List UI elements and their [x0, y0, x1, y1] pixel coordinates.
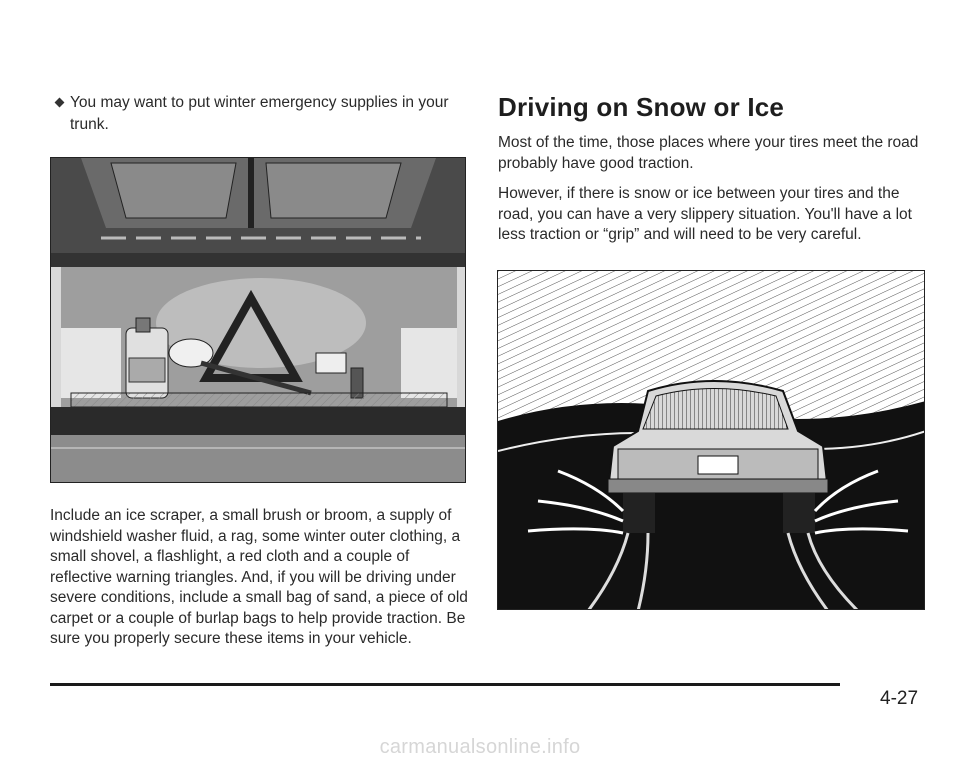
slippery-paragraph: However, if there is snow or ice between your tires and the road, you can have a very slippery situation. You'll have a lot less traction or “grip” and will need to be very careful. [498, 185, 912, 243]
site-watermark: carmanualsonline.info [379, 736, 581, 758]
section-heading: Driving on Snow or Ice [498, 92, 785, 122]
bullet-text: You may want to put winter emergency supplies in your trunk. [70, 94, 449, 133]
page-number: 4-27 [880, 688, 919, 709]
car-on-snow-illustration [497, 270, 925, 610]
car-drawing [498, 271, 925, 610]
trunk-supplies-illustration [50, 157, 466, 483]
bullet-diamond-icon [50, 92, 70, 106]
bullet-item [50, 92, 470, 136]
trunk-drawing [51, 158, 466, 483]
right-column [498, 92, 928, 256]
left-column [50, 92, 470, 136]
traction-paragraph: Most of the time, those places where your tires meet the road probably have good traction. [498, 134, 919, 172]
page-divider [50, 683, 840, 686]
supplies-paragraph: Include an ice scraper, a small brush or broom, a supply of windshield washer fluid, a rag, some winter outer clothing, a small shovel, a flashlight, a red cloth and a couple of reflective warning triangles. And, if you will be driving under severe conditions, include a small bag of sand, a piece of old carpet or a couple of burlap bags to help provide traction. Be sure you properly secure these items in your vehicle. [50, 507, 468, 647]
